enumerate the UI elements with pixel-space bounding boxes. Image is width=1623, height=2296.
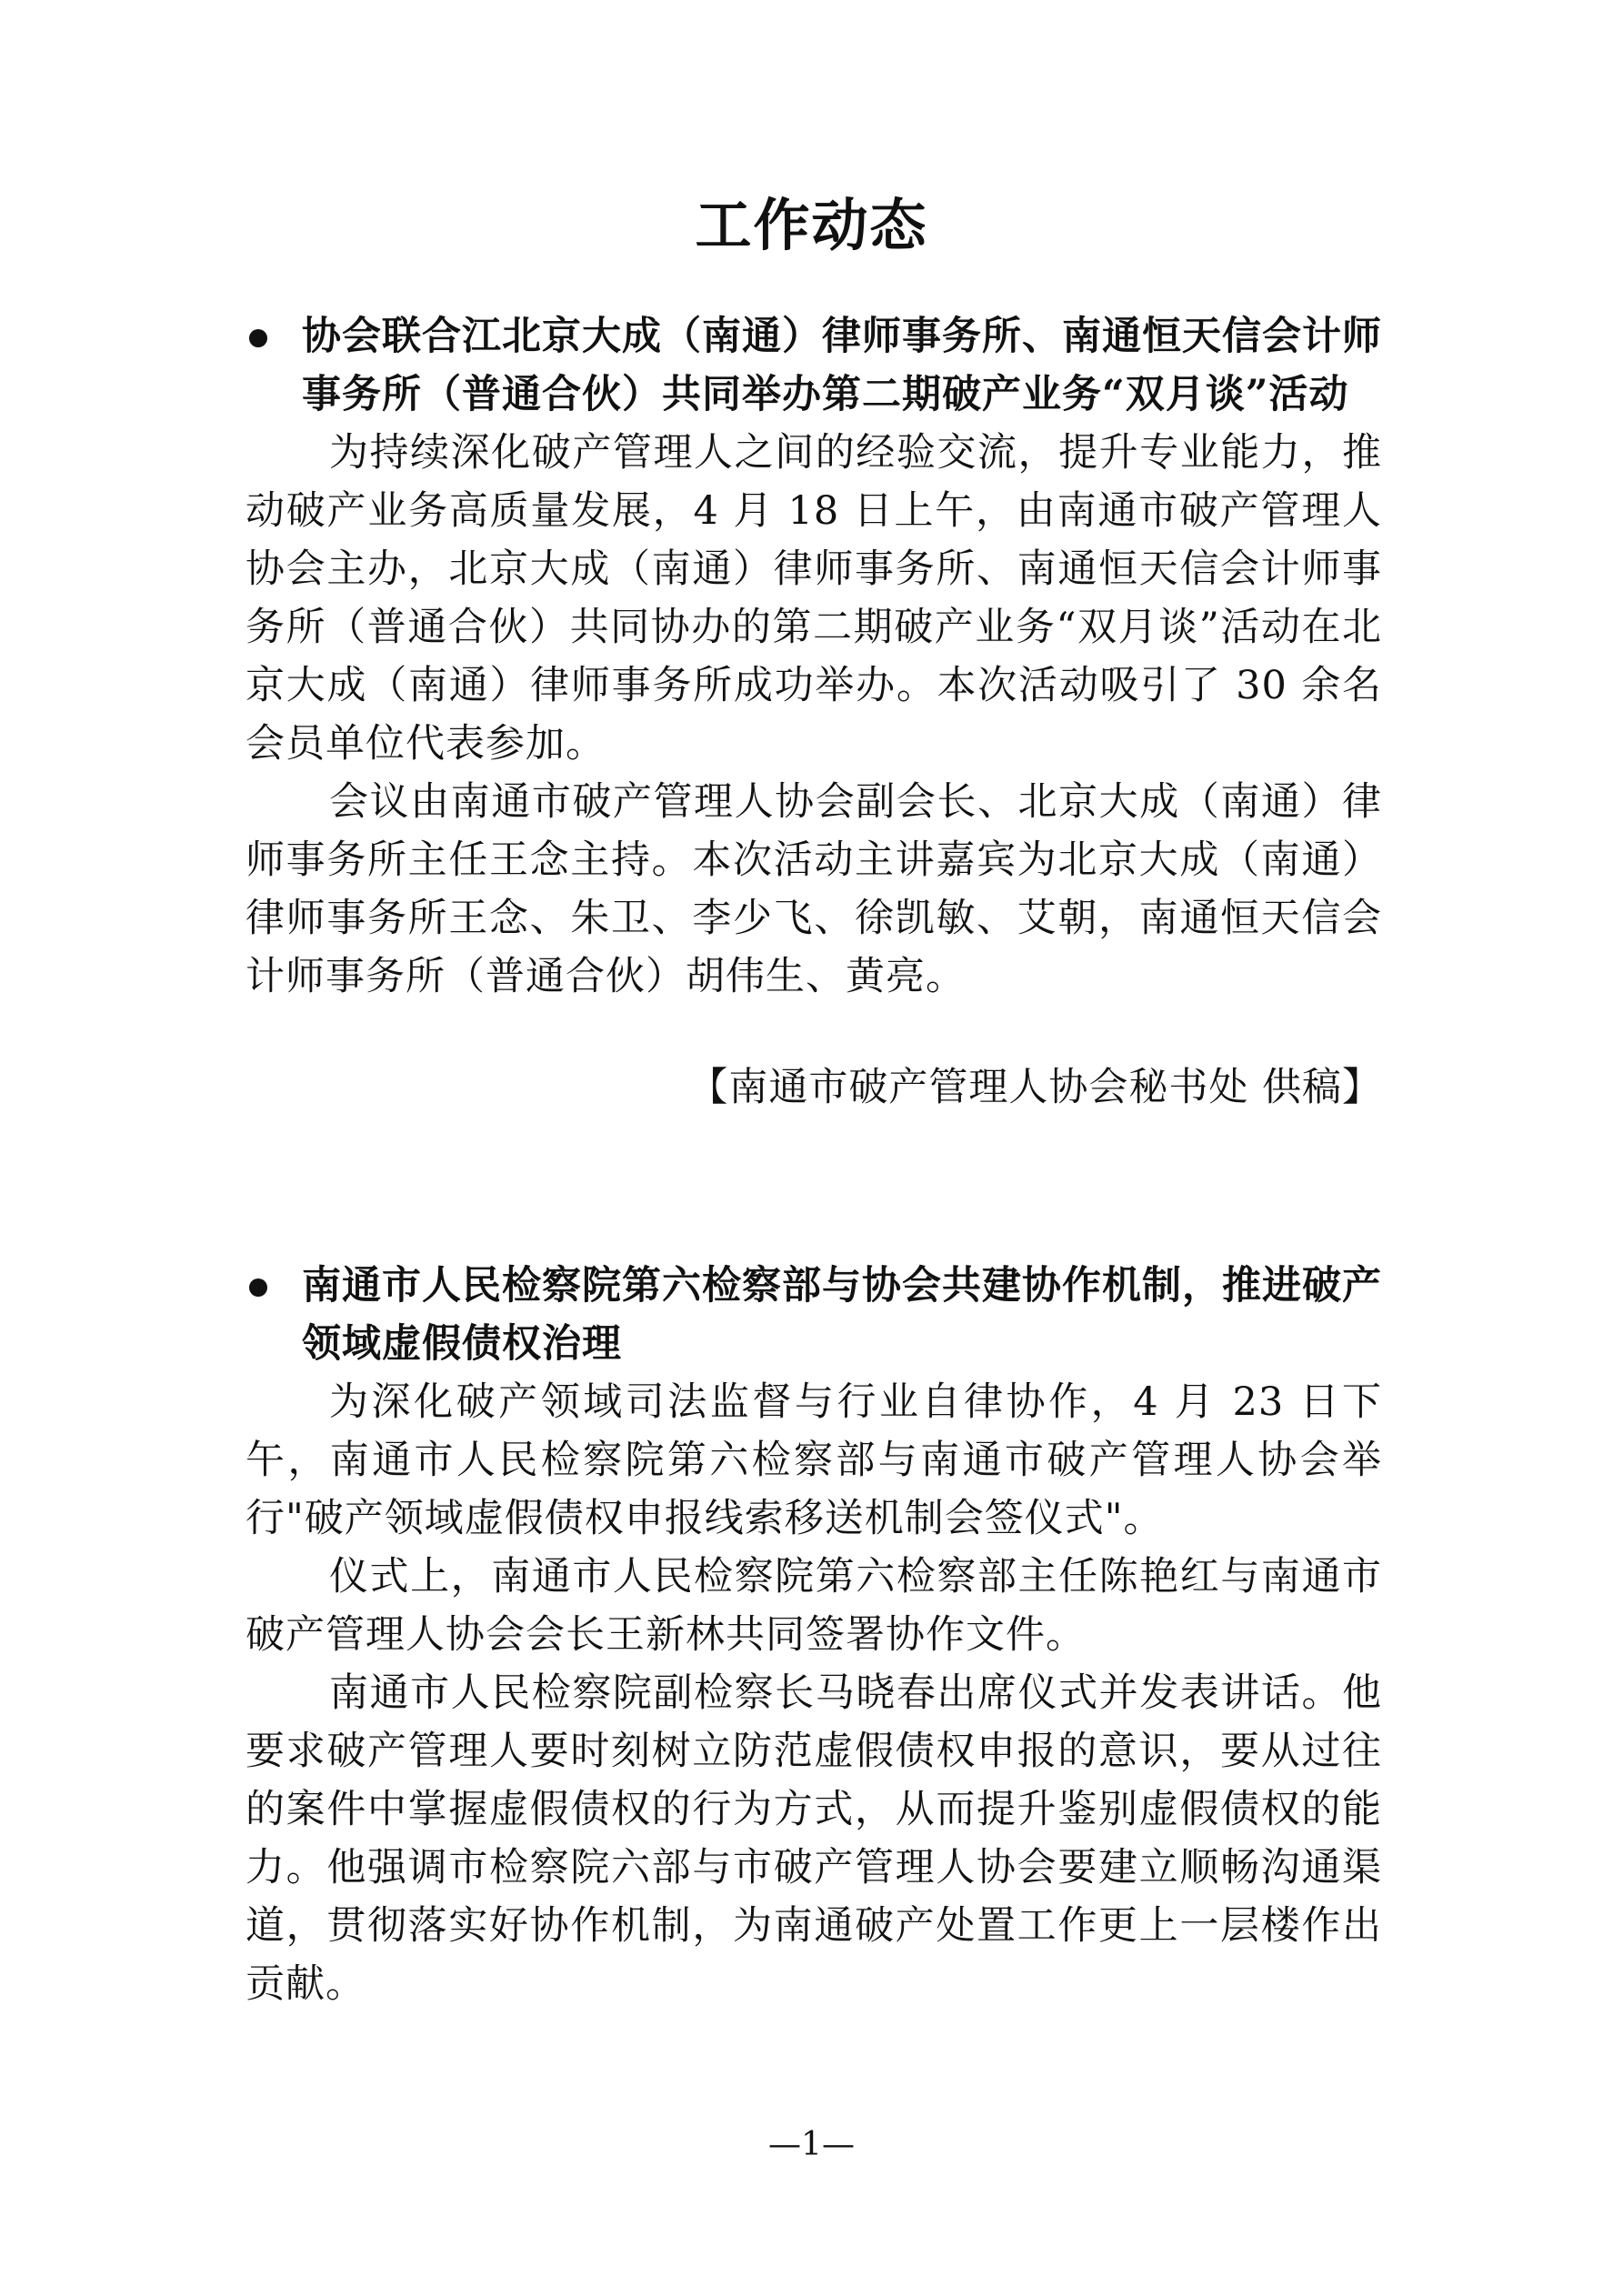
page-number: —1— bbox=[768, 2126, 855, 2163]
article-paragraph: 南通市人民检察院副检察长马晓春出席仪式并发表讲话。他要求破产管理人要时刻树立防范虚假债权申报的意识，要从过往的案件中掌握虚假债权的行为方式，从而提升鉴别虚假债权的能力。他强调市检察院六部与市破产管理人协会要建立顺畅沟通渠道，贯彻落实好协作机制，为南通破产处置工作更上一层楼作出贡献。 bbox=[245, 1670, 1382, 2007]
article-paragraph: 仪式上，南通市人民检察院第六检察部主任陈艳红与南通市破产管理人协会会长王新林共同签署协作文件。 bbox=[245, 1554, 1382, 1658]
article-source: 【南通市破产管理人协会秘书处 供稿】 bbox=[688, 1065, 1382, 1110]
article-headline-text: 南通市人民检察院第六检察部与协会共建协作机制，推进破产领域虚假债权治理 bbox=[302, 1263, 1382, 1367]
page-title: 工作动态 bbox=[695, 192, 928, 258]
article-paragraph: 为持续深化破产管理人之间的经验交流，提升专业能力，推动破产业务高质量发展，4 月 18 日上午，由南通市破产管理人协会主办，北京大成（南通）律师事务所、南通恒天信会计师事务所（普通合伙）共同协办的第二期破产业务“双月谈”活动在北京大成（南通）律师事务所成功举办。本次活动吸引了 30 余名会员单位代表参加。 bbox=[245, 430, 1382, 767]
bullet-icon bbox=[249, 1278, 267, 1297]
article-headline bbox=[245, 307, 1382, 424]
article-paragraph: 会议由南通市破产管理人协会副会长、北京大成（南通）律师事务所主任王念主持。本次活动主讲嘉宾为北京大成（南通）律师事务所王念、朱卫、李少飞、徐凯敏、艾朝，南通恒天信会计师事务所（普通合伙）胡伟生、黄亮。 bbox=[245, 779, 1382, 999]
article-headline-text: 协会联合江北京大成（南通）律师事务所、南通恒天信会计师事务所（普通合伙）共同举办第二期破产业务“双月谈”活动 bbox=[302, 314, 1382, 417]
bullet-icon bbox=[249, 329, 267, 347]
article-procuratorate-cooperation bbox=[245, 1257, 1382, 2013]
article-headline bbox=[245, 1257, 1382, 1373]
article-paragraph: 为深化破产领域司法监督与行业自律协作，4 月 23 日下午，南通市人民检察院第六检察部与南通市破产管理人协会举行"破产领域虚假债权申报线索移送机制会签仪式"。 bbox=[245, 1379, 1382, 1541]
article-bankruptcy-talk bbox=[245, 307, 1382, 1117]
